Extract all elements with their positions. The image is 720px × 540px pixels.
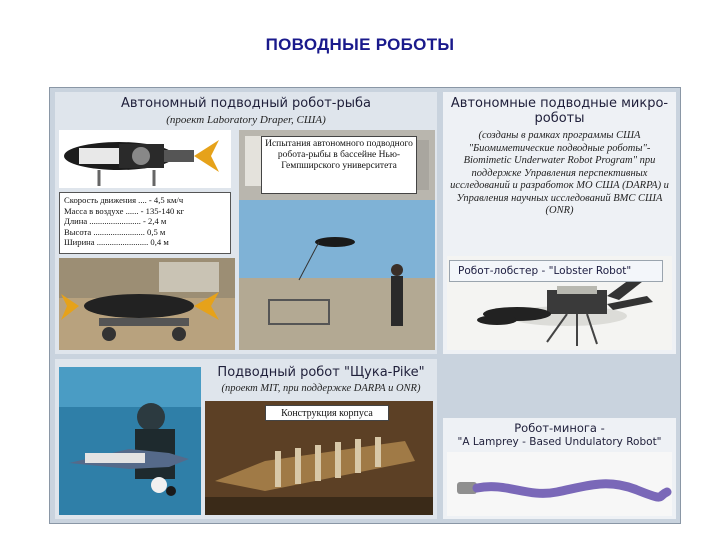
lobster-title: Робот-лобстер - "Lobster Robot" [449, 260, 663, 282]
spec-line: Длина ........................ - 2,4 м [64, 216, 167, 226]
lamprey-photo [447, 452, 672, 516]
construction-caption: Конструкция корпуса [265, 405, 389, 421]
fish-panel-title: Автономный подводный робот-рыба [120, 96, 371, 111]
pike-robot-panel [55, 359, 437, 519]
fish-panel-subtitle: (проект Laboratory Draper, США) [166, 114, 326, 126]
fish-robot-panel [55, 92, 437, 354]
lamprey-robot-panel [443, 418, 676, 519]
fish-robot-photo [59, 130, 231, 188]
poster [49, 87, 681, 524]
micro-robots-panel [443, 92, 676, 354]
slide-title: ПОВОДНЫЕ РОБОТЫ [265, 35, 455, 54]
micro-panel-description: (созданы в рамках программы США "Биомиметические подводные роботы"- Biomimetic Underwater Robot Program" при поддержке Управления перспективных исследований и разработок МО США (DARPA) и Управления научных исследований ВМС США (ONR) [450, 130, 669, 216]
pike-diver-photo [59, 367, 201, 515]
pike-panel-subtitle: (проект MIT, при поддержке DARPA и ONR) [221, 383, 421, 394]
spec-line: Высота ........................ 0,5 м [64, 226, 166, 237]
micro-panel-title: Автономные подводные микро-роботы [450, 96, 669, 126]
lamprey-panel-subtitle: "A Lamprey - Based Undulatory Robot" [457, 436, 662, 448]
pool-test-caption: Испытания автономного подводного робота-рыбы в бассейне Нью-Гемпширского университета [261, 136, 417, 194]
fish-cart-photo [59, 258, 235, 350]
fish-specs-box [59, 192, 231, 254]
pike-panel-title: Подводный робот "Щука-Pike" [217, 365, 425, 380]
spec-line: Ширина ........................ 0,4 м [64, 237, 169, 247]
spec-line: Масса в воздухе ...... - 135-140 кг [64, 205, 185, 216]
lamprey-panel-title: Робот-минога - [514, 421, 605, 435]
spec-line: Скорость движения .... - 4,5 км/ч [64, 195, 184, 205]
